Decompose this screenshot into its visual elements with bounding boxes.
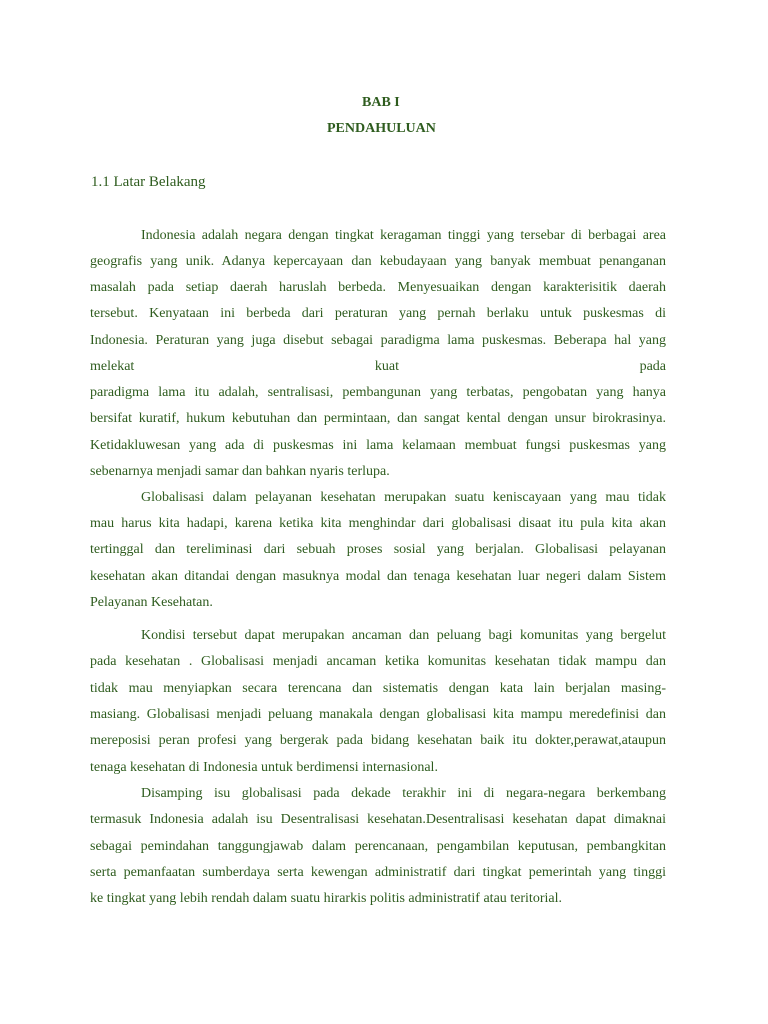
paragraph-line: mau harus kita hadapi, karena ketika kita menghindar dari globalisasi disaat itu pula kita akan — [90, 516, 666, 531]
paragraph-line: sebenarnya menjadi samar dan bahkan nyaris terlupa. — [90, 464, 390, 479]
paragraph-line: tidak mau menyiapkan secara terencana dan sistematis dengan kata lain berjalan masing- — [90, 681, 666, 696]
chapter-title: PENDAHULUAN — [327, 121, 436, 136]
paragraph-line: masalah pada setiap daerah haruslah berbeda. Menyesuaikan dengan karakterisitik daerah — [90, 280, 666, 295]
paragraph-line: Kondisi tersebut dapat merupakan ancaman dan peluang bagi komunitas yang bergelut — [141, 628, 666, 643]
paragraph-line: Pelayanan Kesehatan. — [90, 595, 213, 610]
paragraph-line: tertinggal dan tereliminasi dari sebuah proses sosial yang berjalan. Globalisasi pelayanan — [90, 542, 666, 557]
paragraph-line: Ketidakluwesan yang ada di puskesmas ini lama kelamaan membuat fungsi puskesmas yang — [90, 438, 666, 453]
paragraph-line: pada kesehatan . Globalisasi menjadi ancaman ketika komunitas kesehatan tidak mampu dan — [90, 654, 666, 669]
paragraph-line: Disamping isu globalisasi pada dekade terakhir ini di negara-negara berkembang — [141, 786, 666, 801]
paragraph-line: geografis yang unik. Adanya kepercayaan dan kebudayaan yang banyak membuat penanganan — [90, 254, 666, 269]
paragraph-line: sebagai pemindahan tanggungjawab dalam perencanaan, pengambilan keputusan, pembangkitan — [90, 839, 666, 854]
paragraph-line: tenaga kesehatan di Indonesia untuk berdimensi internasional. — [90, 760, 438, 775]
section-heading: 1.1 Latar Belakang — [91, 174, 206, 190]
paragraph-line: Indonesia adalah negara dengan tingkat keragaman tinggi yang tersebar di berbagai area — [141, 228, 666, 243]
paragraph-line: masiang. Globalisasi menjadi peluang manakala dengan globalisasi kita mampu meredefinisi dan — [90, 707, 666, 722]
paragraph-line: tersebut. Kenyataan ini berbeda dari peraturan yang pernah berlaku untuk puskesmas di — [90, 306, 666, 321]
chapter-number: BAB I — [362, 95, 400, 110]
paragraph-line: bersifat kuratif, hukum kebutuhan dan permintaan, dan sangat kental dengan unsur birokrasinya. — [90, 411, 666, 426]
paragraph-line: kesehatan akan ditandai dengan masuknya modal dan tenaga kesehatan luar negeri dalam Sistem — [90, 569, 666, 584]
paragraph-line: paradigma lama itu adalah, sentralisasi, pembangunan yang terbatas, pengobatan yang hanya — [90, 385, 666, 400]
paragraph-line: termasuk Indonesia adalah isu Desentralisasi kesehatan.Desentralisasi kesehatan dapat dimaknai — [90, 812, 666, 827]
paragraph-line: serta pemanfaatan sumberdaya serta kewengan administratif dari tingkat pemerintah yang tinggi — [90, 865, 666, 880]
paragraph-line: melekat kuat pada — [90, 359, 666, 374]
paragraph-line: mereposisi peran profesi yang bergerak pada bidang kesehatan baik itu dokter,perawat,ataupun — [90, 733, 666, 748]
paragraph-line: Globalisasi dalam pelayanan kesehatan merupakan suatu keniscayaan yang mau tidak — [141, 490, 666, 505]
paragraph-line: ke tingkat yang lebih rendah dalam suatu hirarkis politis administratif atau teritorial. — [90, 891, 562, 906]
paragraph-line: Indonesia. Peraturan yang juga disebut sebagai paradigma lama puskesmas. Beberapa hal yang — [90, 333, 666, 348]
